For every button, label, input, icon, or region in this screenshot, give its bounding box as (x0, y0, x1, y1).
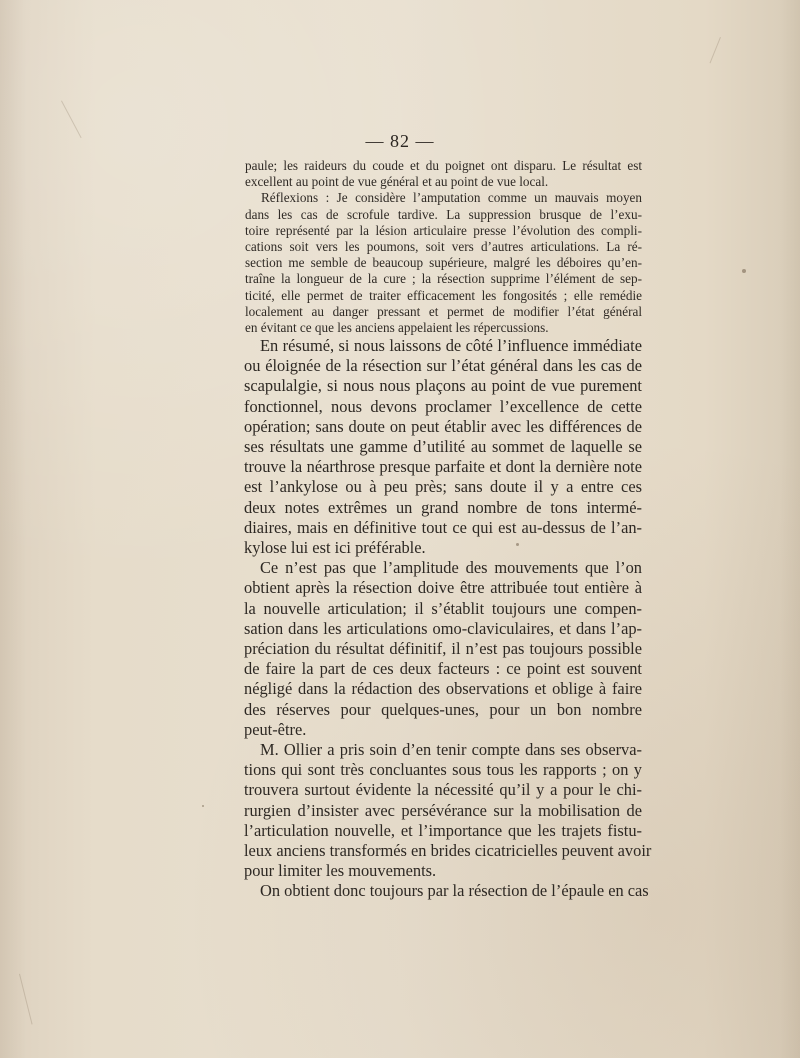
body-line: ses résultats une gamme d’utilité au sommet de laquelle se (244, 437, 642, 457)
body-line: négligé dans la rédaction des observations et oblige à faire (244, 679, 642, 699)
note-line: traîne la longueur de la cure ; la résection supprime l’élément de sep- (245, 271, 642, 287)
note-line: Réflexions : Je considère l’amputation comme un mauvais moyen (261, 190, 642, 206)
body-line: de faire la part de ces deux facteurs : ce point est souvent (244, 659, 642, 679)
note-line: cations soit vers les poumons, soit vers d’autres articulations. La ré- (245, 239, 642, 255)
note-line: localement au danger pressant et permet de modifier l’état général (245, 303, 642, 319)
small-type-case-note (245, 158, 642, 336)
note-line: excellent au point de vue général et au point de vue local. (245, 174, 549, 190)
note-line: toire représenté par la lésion articulaire presse l’évolution des compli- (245, 222, 642, 238)
body-line: scapulalgie, si nous nous plaçons au point de vue purement (244, 376, 642, 396)
paper-speck (202, 805, 204, 807)
body-line: ou éloignée de la résection sur l’état général dans les cas de (244, 356, 642, 376)
body-line: opération; sans doute on peut établir avec les différences de (244, 416, 642, 436)
body-line: tions qui sont très concluantes sous tous les rapports ; on y (244, 760, 642, 780)
note-line: paule; les raideurs du coude et du poignet ont disparu. Le résultat est (245, 158, 642, 173)
body-line: On obtient donc toujours par la résection de l’épaule en cas (260, 881, 649, 901)
note-line: section me semble de beaucoup supérieure, malgré les déboires qu’en- (245, 255, 642, 271)
body-line: est l’ankylose ou à peu près; sans doute il y a entre ces (244, 477, 642, 497)
note-line: ticité, elle permet de traiter efficacement les fongosités ; elle remédie (245, 287, 642, 303)
body-line: sation dans les articulations omo-claviculaires, et dans l’ap- (244, 618, 642, 638)
left-page-shadow (0, 0, 26, 1058)
body-line: deux notes extrêmes un grand nombre de tons intermé- (244, 497, 642, 517)
body-line: des réserves pour quelques-unes, pour un bon nombre (244, 699, 642, 719)
paper-speck (742, 269, 746, 273)
body-line: pour limiter les mouvements. (244, 861, 437, 881)
body-line: obtient après la résection doive être attribuée tout entière à (244, 578, 642, 598)
paper-fiber (710, 37, 721, 63)
paper-fiber (19, 974, 33, 1025)
paper-speck (516, 543, 519, 546)
body-line: peut-être. (244, 719, 307, 739)
body-line: trouvera surtout évidente la nécessité qu’il y a pour le chi- (244, 780, 642, 800)
body-line: diaires, mais en définitive tout ce qui est au-dessus de l’an- (244, 517, 642, 537)
body-line: M. Ollier a pris soin d’en tenir compte dans ses observa- (260, 740, 642, 760)
paper-speck (627, 666, 629, 668)
body-line: leux anciens transformés en brides cicatricielles peuvent avoir (244, 841, 652, 861)
body-line: En résumé, si nous laissons de côté l’influence immédiate (260, 336, 642, 355)
body-line: l’articulation nouvelle, et l’importance que les trajets fistu- (244, 820, 642, 840)
body-line: Ce n’est pas que l’amplitude des mouvements que l’on (260, 558, 642, 578)
body-line: préciation du résultat définitif, il n’est pas toujours possible (244, 639, 642, 659)
body-line: kylose lui est ici préférable. (244, 538, 426, 558)
body-line: trouve la néarthrose presque parfaite et dont la dernière note (244, 457, 642, 477)
note-line: dans les cas de scrofule tardive. La suppression brusque de l’exu- (245, 206, 642, 222)
main-text-body (244, 336, 652, 902)
note-line: en évitant ce que les anciens appelaient les répercussions. (245, 320, 549, 336)
body-line: fonctionnel, nous devons proclamer l’excellence de cette (244, 396, 642, 416)
body-line: la nouvelle articulation; il s’établit toujours une compen- (244, 598, 642, 618)
page-number: — 82 — (365, 131, 435, 151)
right-page-shadow (780, 0, 800, 1058)
body-line: rurgien d’insister avec persévérance sur la mobilisation de (244, 800, 642, 820)
